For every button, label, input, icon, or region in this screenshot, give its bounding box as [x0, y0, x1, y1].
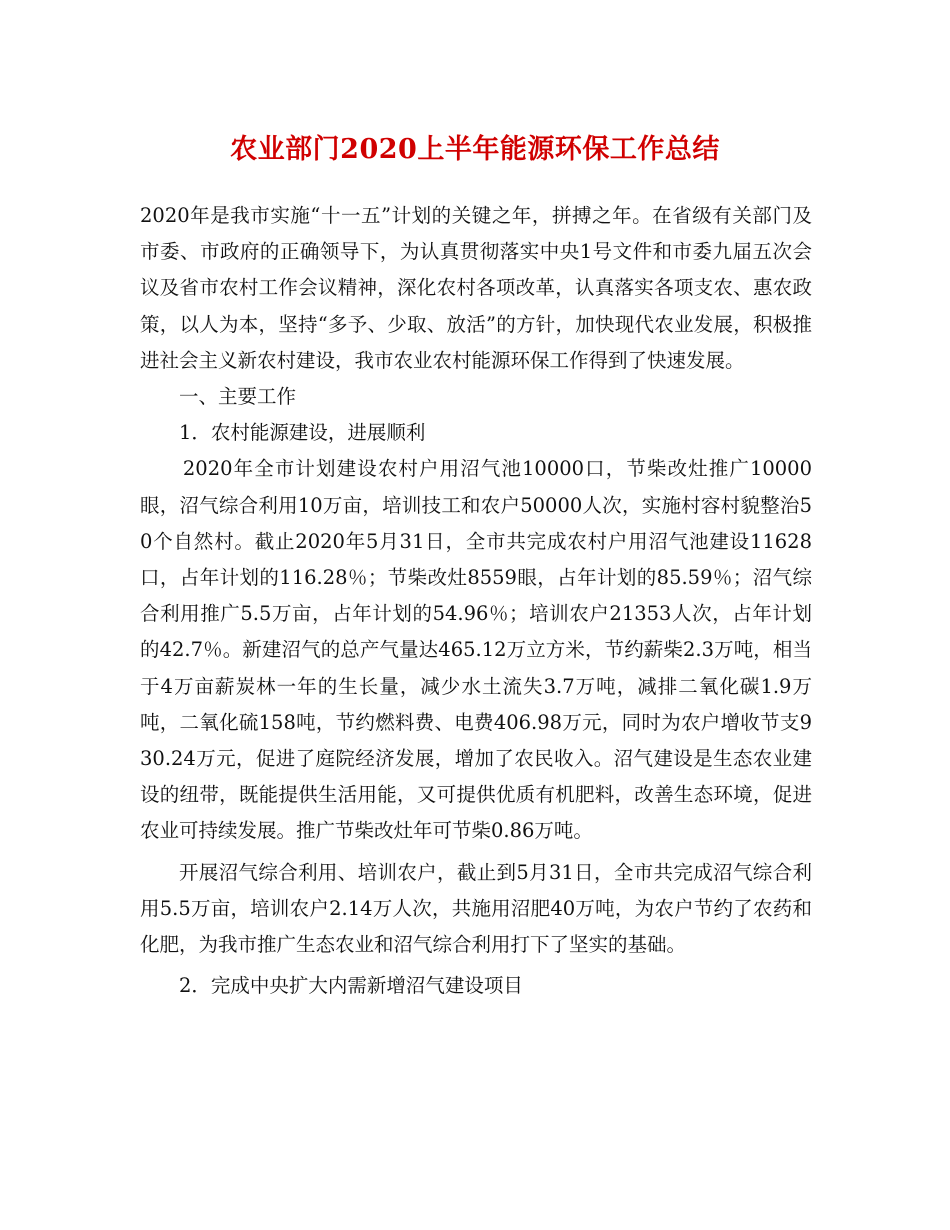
- subheading-rural-energy: 1．农村能源建设，进展顺利: [179, 421, 426, 445]
- document-title: 农业部门2020上半年能源环保工作总结: [230, 134, 720, 165]
- document-body: [140, 198, 812, 1004]
- paragraph-biogas-training: 开展沼气综合利用、培训农户，截止到5月31日，全市共完成沼气综合利用5.5万亩，培训农户2.14万人次，共施用沼肥40万吨，为农户节约了农药和化肥，为我市推广生态农业和沼气综合利用打下了坚实的基础。: [140, 860, 812, 957]
- section-heading-main-work: 一、主要工作: [179, 385, 297, 409]
- intro-paragraph: 2020年是我市实施“十一五”计划的关键之年，拼搏之年。在省级有关部门及市委、市政府的正确领导下，为认真贯彻落实中央1号文件和市委九届五次会议及省市农村工作会议精神，深化农村各项改革，认真落实各项支农、惠农政策，以人为本，坚持“多予、少取、放活”的方针，加快现代农业发展，积极推进社会主义新农村建设，我市农业农村能源环保工作得到了快速发展。: [140, 204, 812, 372]
- subheading-central-project: 2．完成中央扩大内需新增沼气建设项目: [179, 974, 523, 998]
- paragraph-energy-progress: 2020年全市计划建设农村户用沼气池10000口，节柴改灶推广10000眼，沼气综合利用10万亩，培训技工和农户50000人次，实施村容村貌整治50个自然村。截止2020年5月31日，全市共完成农村户用沼气池建设11628口，占年计划的116.28％；节柴改灶8559眼，占年计划的85.59％；沼气综合利用推广5.5万亩，占年计划的54.96％；培训农户21353人次，占年计划的42.7％。新建沼气的总产气量达465.12万立方米，节约薪柴2.3万吨，相当于4万亩薪炭林一年的生长量，减少水土流失3.7万吨，减排二氧化碳1.9万吨，二氧化硫158吨，节约燃料费、电费406.98万元，同时为农户增收节支930.24万元，促进了庭院经济发展，增加了农民收入。沼气建设是生态农业建设的纽带，既能提供生活用能，又可提供优质有机肥料，改善生态环境，促进农业可持续发展。推广节柴改灶年可节柴0.86万吨。: [140, 457, 812, 843]
